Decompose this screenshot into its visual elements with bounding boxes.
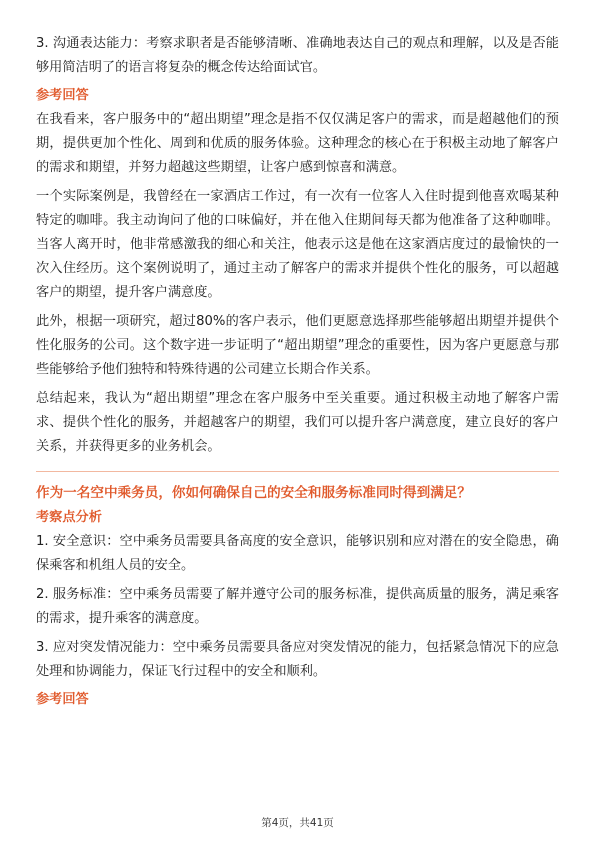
answer-paragraph-4: 总结起来，我认为“超出期望”理念在客户服务中至关重要。通过积极主动地了解客户需求、提供个性化的服务，并超越客户的期望，我们可以提升客户满意度，建立良好的客户关系，并获得更多的业务机会。 (36, 391, 559, 454)
reference-answer-label-2: 参考回答 (36, 692, 89, 707)
assessment-point-3: 3. 沟通表达能力：考察求职者是否能够清晰、准确地表达自己的观点和理解，以及是否能够用简洁明了的语言将复杂的概念传达给面试官。 (36, 36, 559, 75)
analysis-label: 考察点分析 (36, 510, 102, 525)
answer-paragraph-3: 此外，根据一项研究，超过80%的客户表示，他们更愿意选择那些能够超出期望并提供个性化服务的公司。这个数字进一步证明了“超出期望”理念的重要性，因为客户更愿意与那些能够给予他们独特和特殊待遇的公司建立长期合作关系。 (36, 314, 559, 377)
page-number: 第4页，共41页 (261, 817, 334, 829)
interview-question: 作为一名空中乘务员，你如何确保自己的安全和服务标准同时得到满足？ (36, 485, 471, 501)
analysis-point-1: 1. 安全意识：空中乘务员需要具备高度的安全意识，能够识别和应对潜在的安全隐患，确保乘客和机组人员的安全。 (36, 534, 559, 573)
section-divider (36, 471, 559, 472)
answer-paragraph-1: 在我看来，客户服务中的“超出期望”理念是指不仅仅满足客户的需求，而是超越他们的预期，提供更加个性化、周到和优质的服务体验。这种理念的核心在于积极主动地了解客户的需求和期望，并努力超越这些期望，让客户感到惊喜和满意。 (36, 112, 559, 175)
document-body (36, 32, 559, 712)
analysis-point-2: 2. 服务标准：空中乘务员需要了解并遵守公司的服务标准，提供高质量的服务，满足乘客的需求，提升乘客的满意度。 (36, 587, 559, 626)
answer-paragraph-2: 一个实际案例是，我曾经在一家酒店工作过，有一次有一位客人入住时提到他喜欢喝某种特定的咖啡。我主动询问了他的口味偏好，并在他入住期间每天都为他准备了这种咖啡。当客人离开时，他非常感激我的细心和关注，他表示这是他在这家酒店度过的最愉快的一次入住经历。这个案例说明了，通过主动了解客户的需求并提供个性化的服务，可以超越客户的期望，提升客户满意度。 (36, 189, 559, 300)
analysis-point-3: 3. 应对突发情况能力：空中乘务员需要具备应对突发情况的能力，包括紧急情况下的应急处理和协调能力，保证飞行过程中的安全和顺利。 (36, 640, 559, 679)
reference-answer-label: 参考回答 (36, 88, 89, 103)
